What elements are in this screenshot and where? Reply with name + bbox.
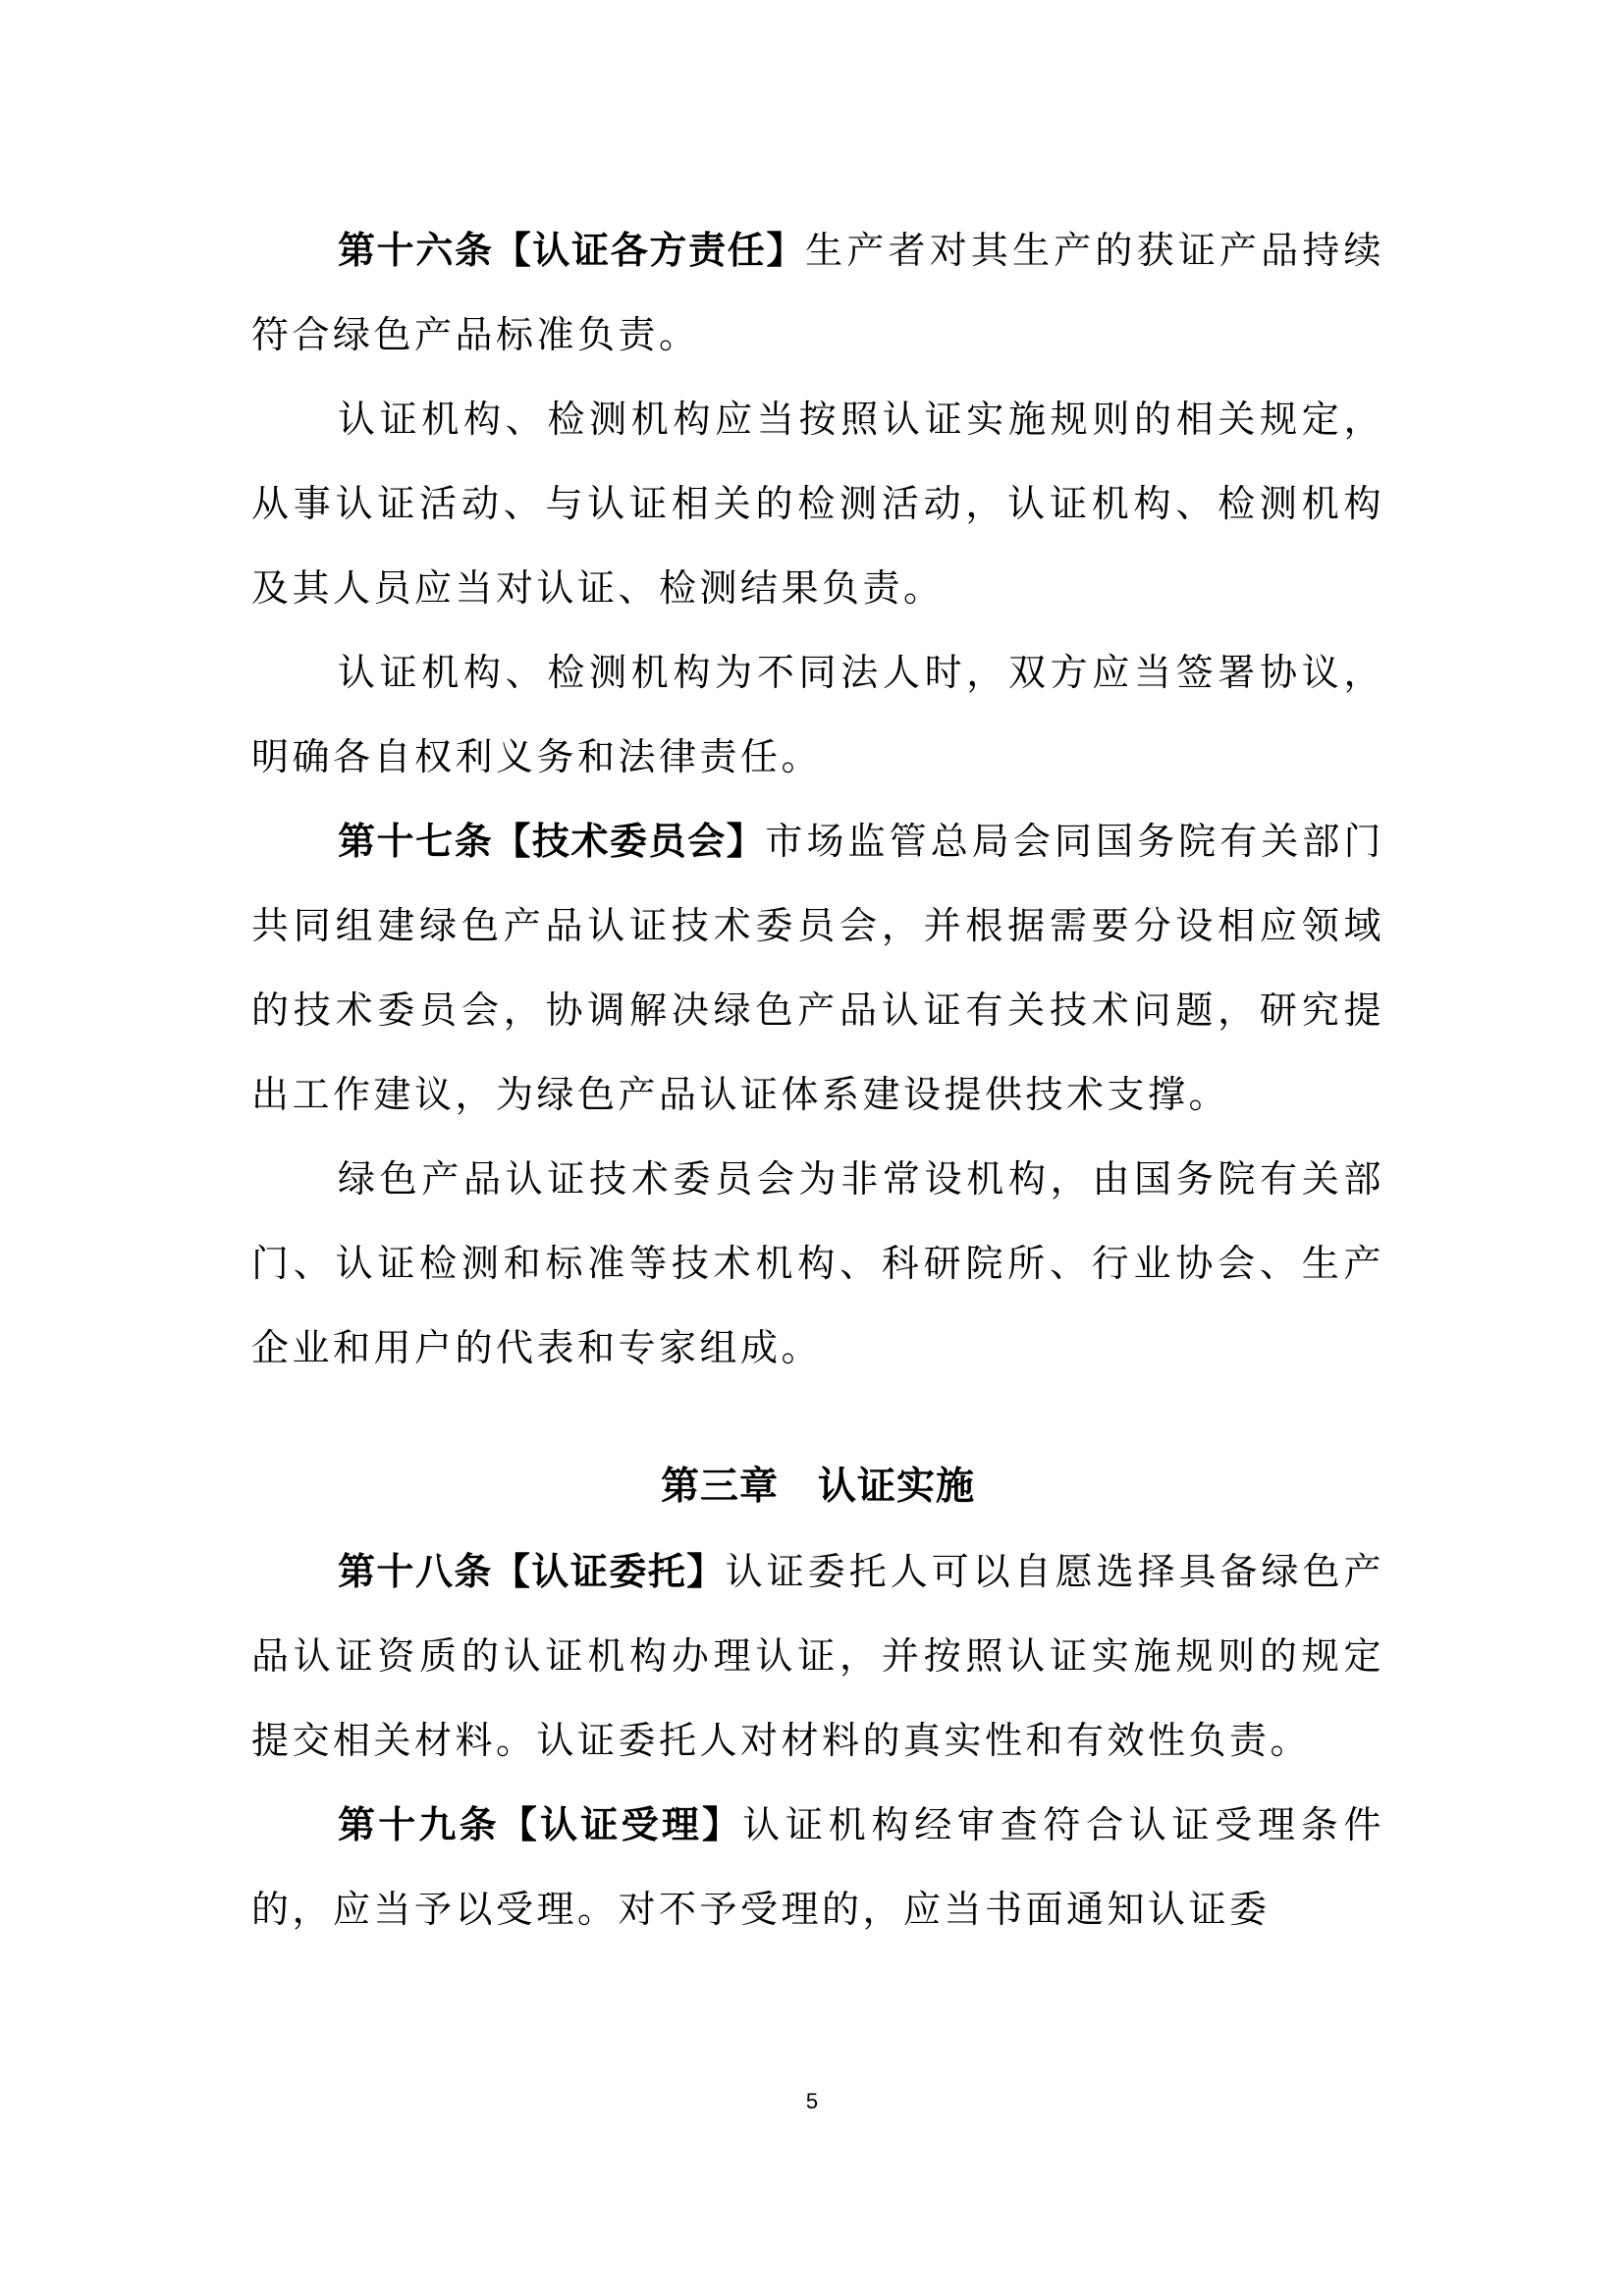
article-17-paragraph-1	[251, 799, 1384, 1137]
article-18-heading: 第十八条【认证委托】	[338, 1550, 726, 1593]
chapter-number: 第三章	[660, 1465, 779, 1509]
article-17-heading: 第十七条【技术委员会】	[338, 820, 766, 863]
chapter-heading	[251, 1445, 1384, 1529]
article-16-heading: 第十六条【认证各方责任】	[338, 229, 806, 272]
article-16-text: 生产者对其生产的获证产品持续符合绿色产品标准负责。	[251, 229, 1384, 356]
article-19-heading: 第十九条【认证受理】	[338, 1803, 743, 1846]
document-body	[251, 208, 1384, 1951]
article-16-paragraph-2: 认证机构、检测机构应当按照认证实施规则的相关规定，从事认证活动、与认证相关的检测活动，认证机构、检测机构及其人员应当对认证、检测结果负责。	[251, 398, 1384, 610]
page-number: 5	[805, 2089, 819, 2113]
article-19-paragraph	[251, 1783, 1384, 1951]
article-16-paragraph-1	[251, 208, 1384, 377]
article-17-text: 市场监管总局会同国务院有关部门共同组建绿色产品认证技术委员会，并根据需要分设相应领域的技术委员会，协调解决绿色产品认证有关技术问题，研究提出工作建议，为绿色产品认证体系建设提供技术支撑。	[251, 820, 1384, 1116]
article-18-paragraph	[251, 1529, 1384, 1783]
article-18-text: 认证委托人可以自愿选择具备绿色产品认证资质的认证机构办理认证，并按照认证实施规则的规定提交相关材料。认证委托人对材料的真实性和有效性负责。	[251, 1550, 1384, 1762]
article-17-paragraph-2: 绿色产品认证技术委员会为非常设机构，由国务院有关部门、认证检测和标准等技术机构、科研院所、行业协会、生产企业和用户的代表和专家组成。	[251, 1157, 1384, 1369]
article-19-text: 认证机构经审查符合认证受理条件的，应当予以受理。对不予受理的，应当书面通知认证委	[251, 1803, 1384, 1931]
chapter-title: 认证实施	[818, 1465, 976, 1509]
article-16-paragraph-3: 认证机构、检测机构为不同法人时，双方应当签署协议，明确各自权利义务和法律责任。	[251, 651, 1384, 778]
